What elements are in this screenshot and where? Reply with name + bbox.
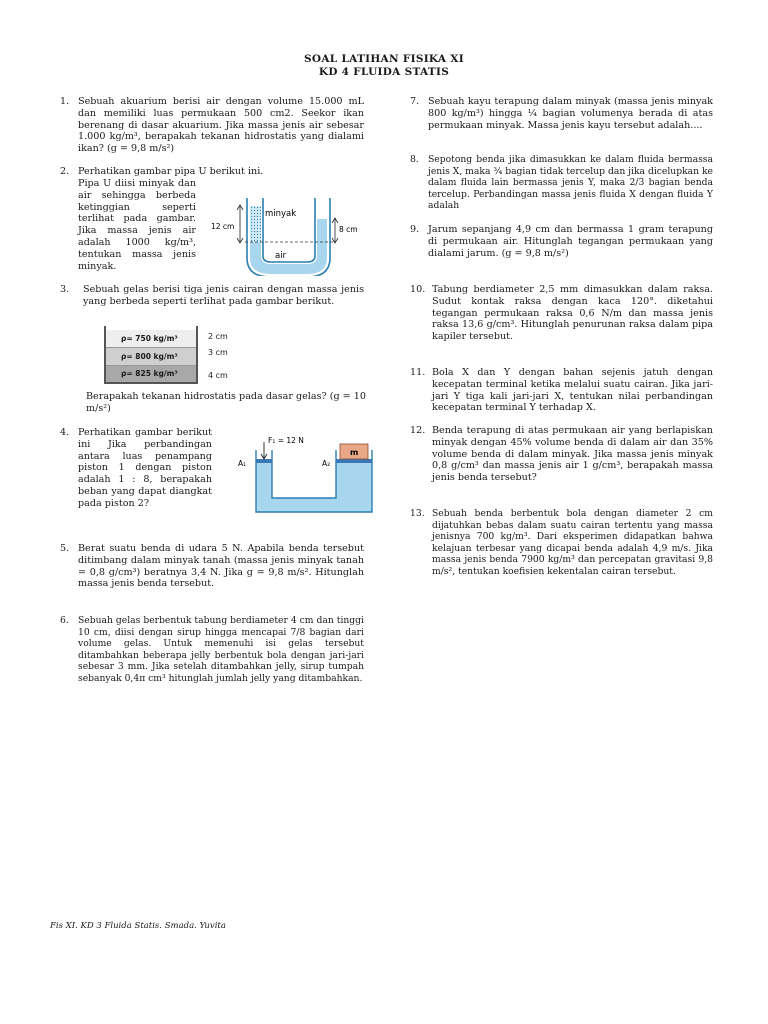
question-text: Perhatikan gambar berikut ini Jika perbandingan antara luas penampang piston 1 dengan piston adalah 1 : 8, berapakah beban yang dapat diangkat pada piston 2? xyxy=(78,427,212,509)
question-number: 3. xyxy=(60,284,70,295)
layer-3-height: 4 cm xyxy=(208,371,228,380)
question-4 xyxy=(60,427,212,510)
question-9 xyxy=(410,224,713,259)
question-5 xyxy=(60,543,364,590)
layer-2-height: 3 cm xyxy=(208,348,228,357)
question-11 xyxy=(410,367,713,414)
question-number: 11. xyxy=(410,367,426,378)
a1-label: A₁ xyxy=(238,459,247,468)
question-text: Jarum sepanjang 4,9 cm dan bermassa 1 gram terapung di permukaan air. Hitunglah tegangan permukaan yang dialami jarum. (g = 9,8 m/s²) xyxy=(428,224,713,259)
question-text: Sebuah benda berbentuk bola dengan diameter 2 cm dijatuhkan bebas dalam suatu cairan tertentu yang massa jenisnya 700 kg/m³. Dari eksperimen didapatkan bahwa kelajuan terbesar yang dicapai benda adalah 4,9 m/s. Jika massa jenis benda 7900 kg/m³ dan percepatan gravitasi 9,8 m/s², tentukan koefisien kekentalan cairan tersebut. xyxy=(432,508,713,577)
question-number: 7. xyxy=(410,96,420,107)
question-text: Sebuah gelas berisi tiga jenis cairan dengan massa jenis yang berbeda seperti terlihat pada gambar berikut. xyxy=(83,284,364,307)
question-13 xyxy=(410,508,713,578)
question-number: 12. xyxy=(410,425,426,436)
question-number: 10. xyxy=(410,284,426,295)
question-number: 8. xyxy=(410,154,419,165)
mass-label: m xyxy=(350,448,359,457)
right-height-label: 8 cm xyxy=(339,225,358,234)
question-2-text: Pipa U diisi minyak dan air sehingga berbeda ketinggian seperti terlihat pada gambar. Jika massa jenis air adalah 1000 kg/m³, tentukan massa jenis minyak. xyxy=(78,178,196,272)
layer-1: ρ= 750 kg/m³ xyxy=(106,330,196,348)
question-7 xyxy=(410,96,713,131)
tube-inner xyxy=(263,198,315,262)
question-text: Perhatikan gambar pipa U berikut ini. xyxy=(78,166,264,177)
oil-pattern xyxy=(250,206,261,242)
water-right-column xyxy=(317,219,327,242)
question-text: Sepotong benda jika dimasukkan ke dalam fluida bermassa jenis X, maka ¾ bagian tidak tercelup dan jika dicelupkan ke dalam fluida lain bermassa jenis Y, maka 2/3 bagian benda tercelup. Perbandingan massa jenis fluida X dengan fluida Y adalah xyxy=(428,154,713,212)
question-text: Sebuah gelas berbentuk tabung berdiameter 4 cm dan tinggi 10 cm, diisi dengan sirup hingga mencapai 7/8 bagian dari volume gelas. Untuk memenuhi isi gelas tersebut ditambahkan beberapa jelly berbentuk bola dengan jari-jari sebesar 3 mm. Jika setelah ditambahkan jelly, sirup tumpah sebanyak 0,4π cm³ hitunglah jumlah jelly yang ditambahkan. xyxy=(78,615,364,684)
question-text: Tabung berdiameter 2,5 mm dimasukkan dalam raksa. Sudut kontak raksa dengan kaca 120°. diketahui tegangan permukaan raksa 0,6 N/m dan massa jenis raksa 13,6 g/cm³. Hitunglah penurunan raksa dalam pipa kapiler tersebut. xyxy=(432,284,713,343)
question-8 xyxy=(410,154,713,212)
oil-label: minyak xyxy=(265,209,297,219)
page-subtitle: KD 4 FLUIDA STATIS xyxy=(318,66,450,78)
question-text: Benda terapung di atas permukaan air yang berlapiskan minyak dengan 45% volume benda di dalam air dan 35% volume benda di dalam minyak. Jika massa jenis minyak 0,8 g/cm³ dan massa jenis air 1 g/cm³, berapakah massa jenis benda tersebut? xyxy=(432,425,713,484)
piston-2 xyxy=(336,459,372,463)
water-label: air xyxy=(275,251,287,261)
question-text: Sebuah akuarium berisi air dengan volume 15.000 mL dan memiliki luas permukaan 500 cm2. Seekor ikan berenang di dasar akuarium. Jika massa jenis air sebesar 1.000 kg/m³, berapakah tekanan hidrostatis yang dialami ikan? (g = 9,8 m/s²) xyxy=(78,96,364,155)
question-6 xyxy=(60,615,364,685)
question-number: 4. xyxy=(60,427,70,438)
a2-label: A₂ xyxy=(322,459,331,468)
page-footer: Fis XI. KD 3 Fluida Statis. Smada. Yuvita xyxy=(50,921,226,931)
question-number: 1. xyxy=(60,96,70,107)
question-text: Bola X dan Y dengan bahan sejenis jatuh dengan kecepatan terminal ketika melalui suatu cairan. Jika jari-jari Y tiga kali jari-jari X, tentukan nilai perbandingan kecepatan terminal Y terhadap X. xyxy=(432,367,713,414)
hydraulic-figure xyxy=(234,432,374,516)
question-number: 9. xyxy=(410,224,420,235)
question-3 xyxy=(60,284,364,308)
question-12 xyxy=(410,425,713,484)
question-number: 6. xyxy=(60,615,69,626)
layer-3: ρ= 825 kg/m³ xyxy=(106,366,196,382)
u-tube-figure xyxy=(205,194,365,276)
question-number: 2. xyxy=(60,166,70,177)
left-height-label: 12 cm xyxy=(211,222,235,231)
question-number: 13. xyxy=(410,508,425,519)
hydraulic-fluid xyxy=(256,462,372,512)
force-label: F₁ = 12 N xyxy=(268,436,304,445)
question-2-intro xyxy=(60,166,294,178)
page-title: SOAL LATIHAN FISIKA XI xyxy=(304,53,464,65)
question-text: Berat suatu benda di udara 5 N. Apabila benda tersebut ditimbang dalam minyak tanah (massa jenis minyak tanah = 0,8 g/cm³) beratnya 3,4 N. Jika g = 9,8 m/s². Hitunglah massa jenis benda tersebut. xyxy=(78,543,364,590)
glass-figure xyxy=(104,326,198,384)
question-number: 5. xyxy=(60,543,70,554)
layer-1-height: 2 cm xyxy=(208,332,228,341)
question-3-prompt: Berapakah tekanan hidrostatis pada dasar gelas? (g = 10 m/s²) xyxy=(86,391,366,414)
layer-2: ρ= 800 kg/m³ xyxy=(106,348,196,366)
question-text: Sebuah kayu terapung dalam minyak (massa jenis minyak 800 kg/m³) hingga ¼ bagian volumenya berada di atas permukaan minyak. Massa jenis kayu tersebut adalah.... xyxy=(428,96,713,131)
question-1 xyxy=(60,96,364,155)
question-10 xyxy=(410,284,713,343)
